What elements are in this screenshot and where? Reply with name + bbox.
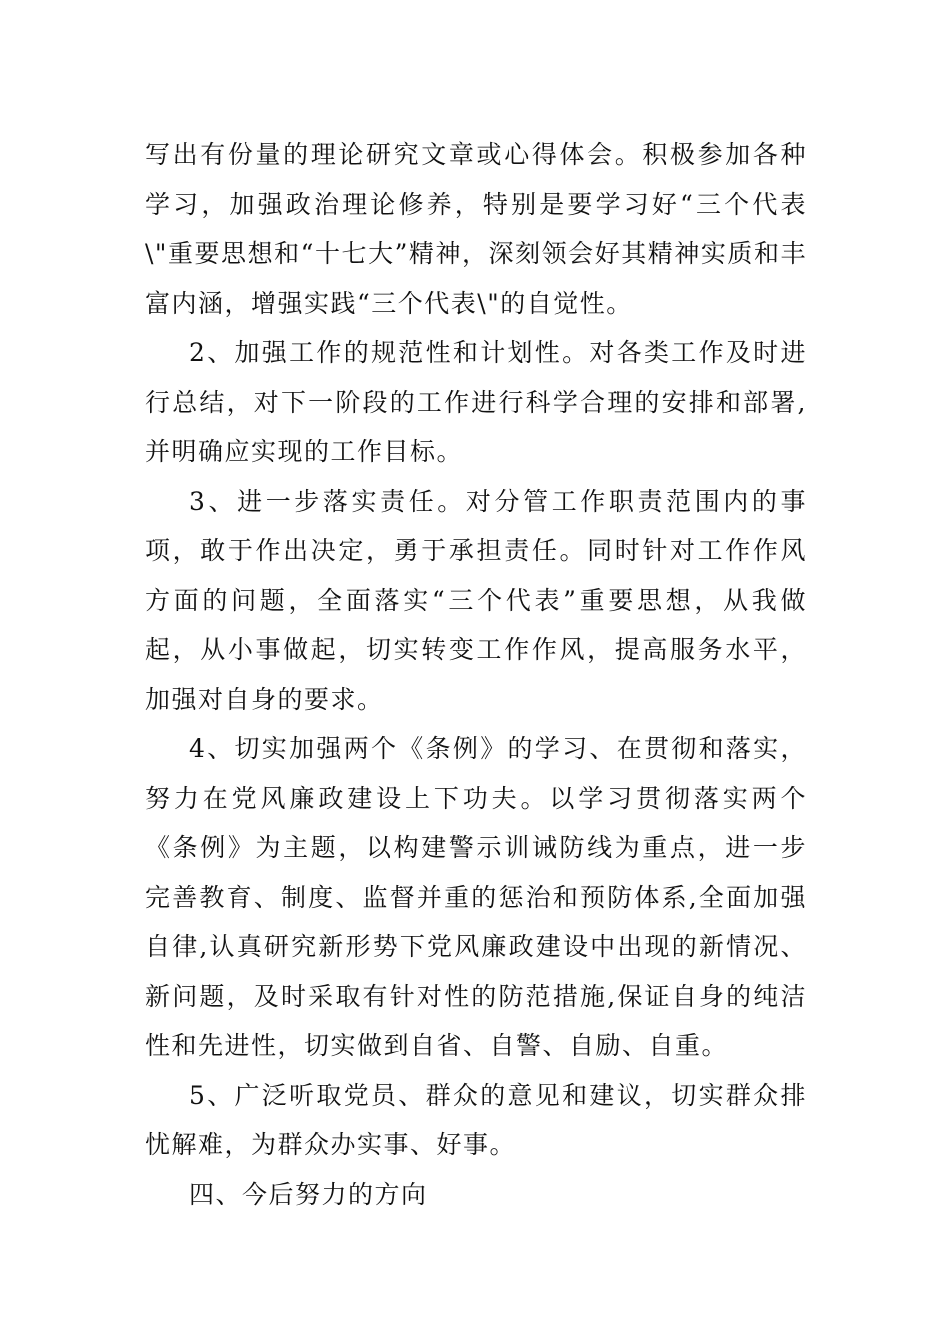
paragraph-item-2: 2、加强工作的规范性和计划性。对各类工作及时进行总结，对下一阶段的工作进行科学合理的安排和部署,并明确应实现的工作目标。	[145, 338, 807, 466]
paragraph-continued-study: 写出有份量的理论研究文章或心得体会。积极参加各种学习，加强政治理论修养，特别是要学习好“三个代表\"重要思想和“十七大”精神，深刻领会好其精神实质和丰富内涵，增强实践“三个代表\"的自觉性。	[145, 140, 807, 318]
paragraph-item-3: 3、进一步落实责任。对分管工作职责范围内的事项，敢于作出决定，勇于承担责任。同时针对工作作风方面的问题，全面落实“三个代表”重要思想，从我做起，从小事做起，切实转变工作作风，提高服务水平，加强对自身的要求。	[145, 486, 807, 714]
document-body	[145, 130, 807, 1219]
paragraph-item-5: 5、广泛听取党员、群众的意见和建议，切实群众排忧解难，为群众办实事、好事。	[145, 1080, 807, 1159]
paragraph-item-4: 4、切实加强两个《条例》的学习、在贯彻和落实，努力在党风廉政建设上下功夫。以学习贯彻落实两个《条例》为主题，以构建警示训诫防线为重点，进一步完善教育、制度、监督并重的惩治和预防体系,全面加强自律,认真研究新形势下党风廉政建设中出现的新情况、新问题，及时采取有针对性的防范措施,保证自身的纯洁性和先进性，切实做到自省、自警、自励、自重。	[145, 734, 807, 1060]
section-heading-future-direction: 四、今后努力的方向	[189, 1179, 428, 1209]
